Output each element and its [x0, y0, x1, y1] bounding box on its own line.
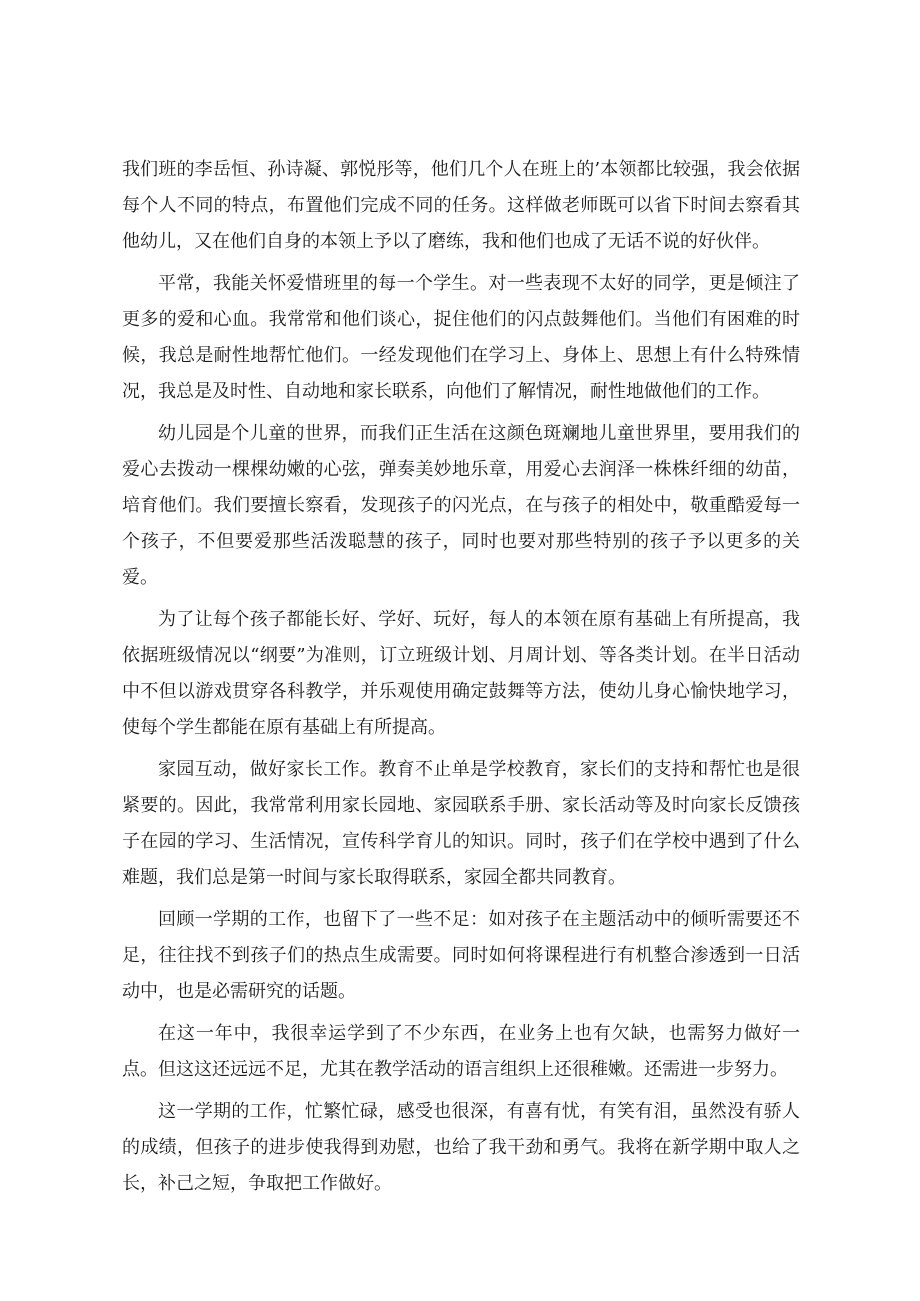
paragraph-4: 为了让每个孩子都能长好、学好、玩好，每人的本领在原有基础上有所提高，我依据班级情况以“纲要”为准则，订立班级计划、月周计划、等各类计划。在半日活动中不但以游戏贯穿各科教学，并乐观使用确定鼓舞等方法，使幼儿身心愉快地学习，使每个学生都能在原有基础上有所提高。: [122, 609, 800, 738]
paragraph-3: 幼儿园是个儿童的世界，而我们正生活在这颜色斑斓地儿童世界里，要用我们的爱心去拨动一棵棵幼嫩的心弦，弹奏美妙地乐章，用爱心去润泽一株株纤细的幼苗，培育他们。我们要擅长察看，发现孩子的闪光点，在与孩子的相处中，敬重酷爱每一个孩子，不但要爱那些活泼聪慧的孩子，同时也要对那些特别的孩子予以更多的关爱。: [122, 423, 800, 588]
paragraph-2: 平常，我能关怀爱惜班里的每一个学生。对一些表现不太好的同学，更是倾注了更多的爱和心血。我常常和他们谈心，捉住他们的闪点鼓舞他们。当他们有困难的时候，我总是耐性地帮忙他们。一经发现他们在学习上、身体上、思想上有什么特殊情况，我总是及时性、自动地和家长联系，向他们了解情况，耐性地做他们的工作。: [122, 273, 800, 402]
paragraph-8: 这一学期的工作，忙繁忙碌，感受也很深，有喜有忧，有笑有泪，虽然没有骄人的成绩，但孩子的进步使我得到劝慰，也给了我干劲和勇气。我将在新学期中取人之长，补己之短，争取把工作做好。: [122, 1101, 800, 1194]
paragraph-5: 家园互动，做好家长工作。教育不止单是学校教育，家长们的支持和帮忙也是很紧要的。因此，我常常利用家长园地、家园联系手册、家长活动等及时向家长反馈孩子在园的学习、生活情况，宣传科学育儿的知识。同时，孩子们在学校中遇到了什么难题，我们总是第一时间与家长取得联系，家园全都共同教育。: [122, 759, 800, 888]
document-body: [122, 152, 800, 1208]
paragraph-6: 回顾一学期的工作，也留下了一些不足：如对孩子在主题活动中的倾听需要还不足，往往找不到孩子们的热点生成需要。同时如何将课程进行有机整合渗透到一日活动中，也是必需研究的话题。: [122, 909, 800, 1002]
paragraph-7: 在这一年中，我很幸运学到了不少东西，在业务上也有欠缺，也需努力做好一点。但这这还远远不足，尤其在教学活动的语言组织上还很稚嫩。还需进一步努力。: [122, 1023, 800, 1080]
paragraph-1: 我们班的李岳恒、孙诗凝、郭悦彤等，他们几个人在班上的’本领都比较强，我会依据每个人不同的特点，布置他们完成不同的任务。这样做老师既可以省下时间去察看其他幼儿，又在他们自身的本领上予以了磨练，我和他们也成了无话不说的好伙伴。: [122, 159, 800, 252]
